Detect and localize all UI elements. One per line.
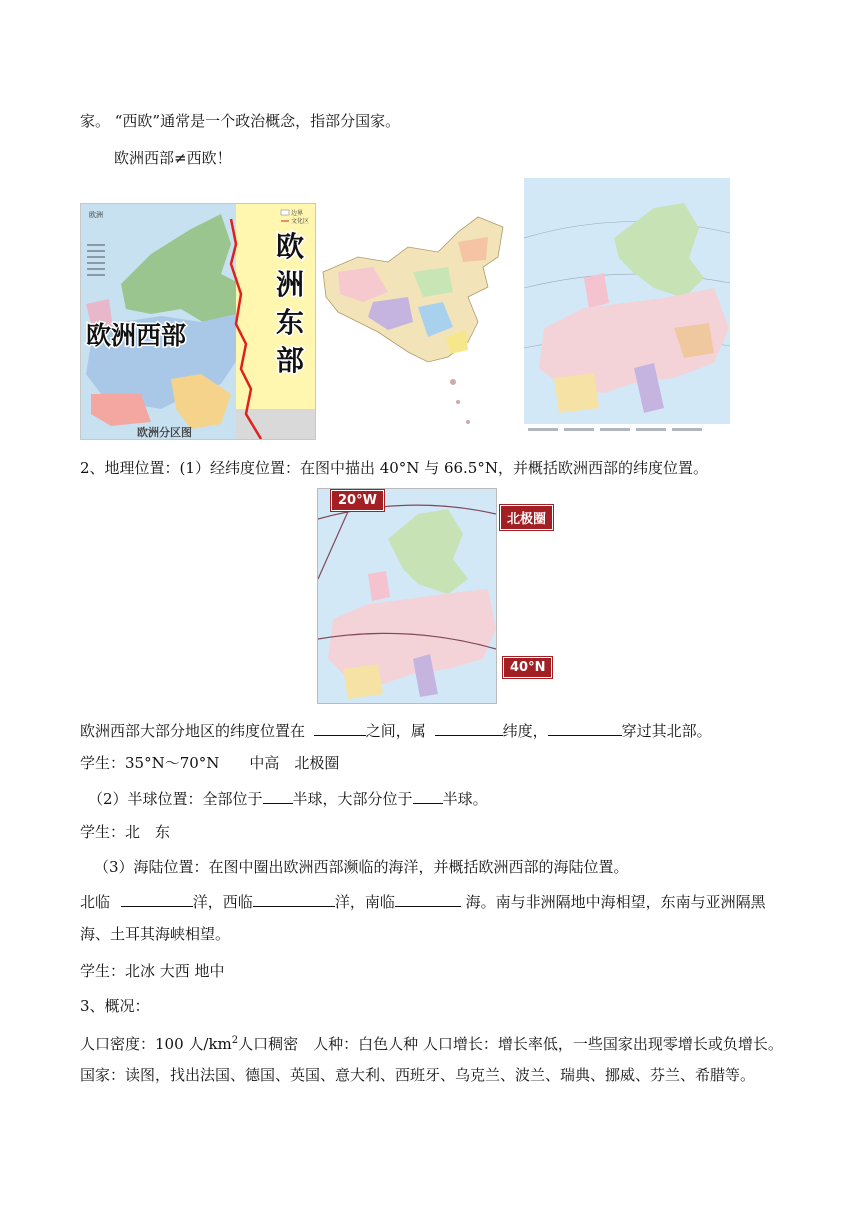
west-ocean-blank[interactable] <box>253 890 335 907</box>
east-label-char-2: 洲 <box>276 268 305 301</box>
latitude-line-blank[interactable] <box>548 719 622 736</box>
label-arctic-circle: 北极圈 <box>500 505 553 530</box>
latitude-zone-blank[interactable] <box>435 719 503 736</box>
europe-political-map-image <box>524 178 730 436</box>
sea-land-fill-part4: 海。南与非洲隔地中海相望，东南与亚洲隔黑 <box>465 893 766 911</box>
answer-3: 学生：北冰 大西 地中 <box>80 962 225 980</box>
hemisphere-question-part3: 半球。 <box>442 790 488 808</box>
intro-line: 家。 “西欧”通常是一个政治概念，指部分国家。 <box>80 112 401 130</box>
europe-latitude-map <box>317 488 497 704</box>
hemisphere-question-part1: （2）半球位置：全部位于 <box>88 790 263 808</box>
latitude-question-part3: 纬度， <box>502 722 548 740</box>
hemisphere-blank-1[interactable] <box>263 787 293 804</box>
label-40n: 40°N <box>503 657 552 678</box>
population-density: 人口密度：100 人/km <box>80 1035 232 1053</box>
europe-division-map <box>80 203 316 440</box>
south-sea-blank[interactable] <box>395 890 461 907</box>
europe-political-map <box>524 178 730 436</box>
latitude-question-part2: 之间，属 <box>365 722 426 740</box>
europe-division-caption: 欧洲分区图 <box>137 426 192 439</box>
east-label-char-3: 东 <box>276 306 305 339</box>
hemisphere-question-part2: 半球，大部分位于 <box>292 790 413 808</box>
sea-land-fill-part3: 洋，南临 <box>334 893 395 911</box>
answer-1: 学生：35°N～70°N 中高 北极圈 <box>80 754 340 772</box>
east-label-char-1: 欧 <box>276 230 305 263</box>
latitude-range-blank[interactable] <box>314 719 366 736</box>
europe-latitude-map-image <box>318 489 496 703</box>
population-density-sup: 2 <box>231 1035 239 1046</box>
map1-legend-item: 文化区 <box>291 218 310 225</box>
map1-corner-label: 欧洲 <box>89 211 103 219</box>
sea-land-fill-part1: 北临 <box>80 893 111 911</box>
map1-legend-item: 边界 <box>291 210 304 217</box>
hemisphere-question <box>88 787 488 810</box>
west-label: 欧洲西部 <box>86 321 187 350</box>
hemisphere-blank-2[interactable] <box>413 787 443 804</box>
population-details: 人口稠密 人种：白色人种 人口增长：增长率低，一些国家出现零增长或负增长。 <box>238 1035 783 1053</box>
latitude-question-part1: 欧洲西部大部分地区的纬度位置在 <box>80 722 306 740</box>
population-line <box>80 1030 783 1055</box>
latitude-question <box>80 719 712 742</box>
note-line: 欧洲西部≠西欧！ <box>114 149 232 167</box>
section-3-heading: 3、概况： <box>80 997 150 1015</box>
latitude-question-part4: 穿过其北部。 <box>621 722 712 740</box>
countries-line: 国家：读图，找出法国、德国、英国、意大利、西班牙、乌克兰、波兰、瑞典、挪威、芬兰、希腊等。 <box>80 1066 756 1084</box>
section-2-heading: 2、地理位置：(1）经纬度位置：在图中描出 40°N 与 66.5°N，并概括欧洲西部的纬度位置。 <box>80 459 708 477</box>
europe-division-map-image <box>81 204 315 439</box>
sea-land-fill-part2: 洋，西临 <box>192 893 253 911</box>
sea-land-question: （3）海陆位置：在图中圈出欧洲西部濒临的海洋，并概括欧洲西部的海陆位置。 <box>94 858 629 876</box>
china-map <box>318 212 518 440</box>
sea-land-fill <box>80 890 766 913</box>
answer-2: 学生：北 东 <box>80 823 171 841</box>
china-map-image <box>318 212 518 440</box>
sea-land-fill-cont: 海、土耳其海峡相望。 <box>80 925 231 943</box>
north-ocean-blank[interactable] <box>121 890 193 907</box>
label-20w: 20°W <box>331 490 384 511</box>
east-label-char-4: 部 <box>276 344 305 377</box>
